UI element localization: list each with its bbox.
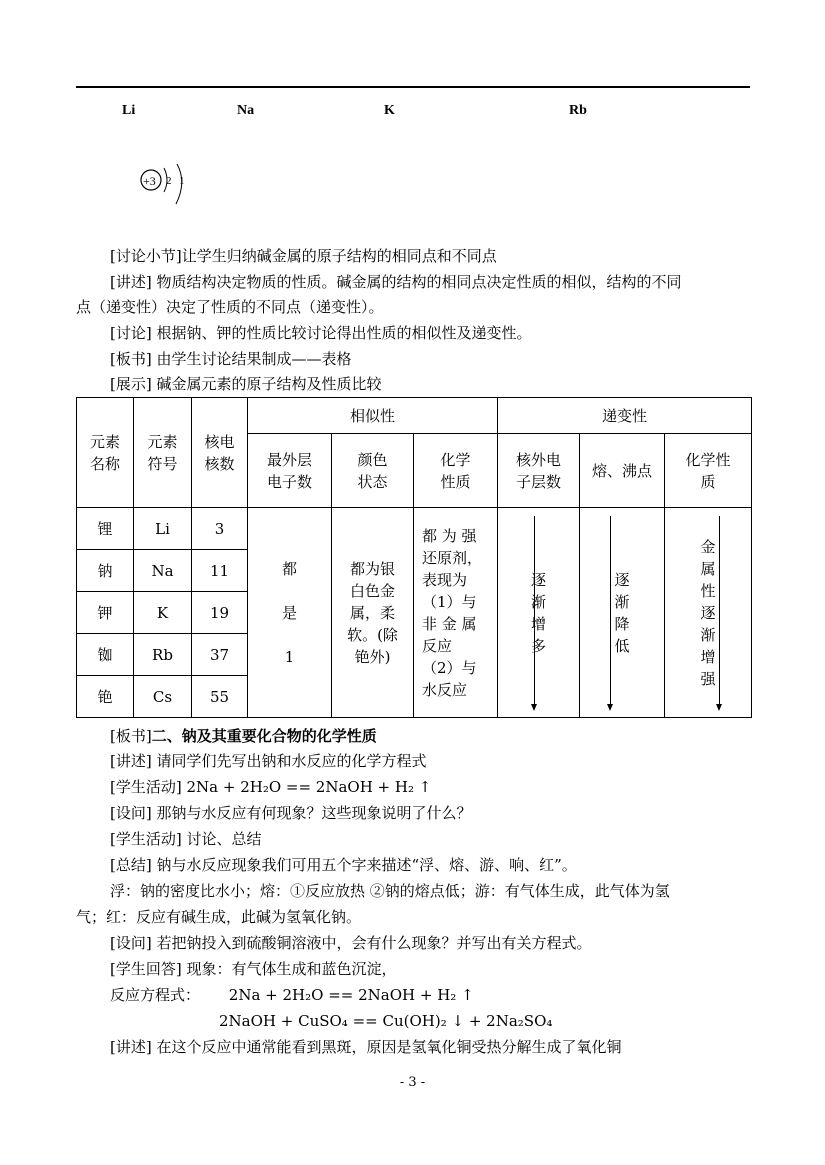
para-explanation-line1: 浮：钠的密度比水小；熔：①反应放热 ②钠的熔点低；游：有气体生成，此气体为氢 [110, 882, 670, 900]
equation-label: 反应方程式： [110, 986, 201, 1004]
blackboard-heading [110, 726, 377, 746]
header-chemical-property: 化学 性质 [414, 434, 498, 508]
para-lecture-line2: 点（递变性）决定了性质的不同点（递变性）。 [76, 298, 384, 316]
header-color-state: 颜色 状态 [332, 434, 414, 508]
shell-2-count: 1 [179, 175, 185, 187]
header-trend: 递变性 [498, 398, 752, 434]
cell-symbol: K [134, 592, 192, 634]
para-blackboard: [板书] 由学生讨论结果制成——表格 [110, 350, 352, 368]
section-heading: 二、钠及其重要化合物的化学性质 [151, 727, 377, 745]
cell-electron-layers-trend: 逐 渐 增 多 [498, 508, 580, 718]
header-rule [76, 86, 750, 88]
header-melting-boiling: 熔、沸点 [580, 434, 665, 508]
cell-melting-boiling-trend: 逐 渐 降 低 [580, 508, 665, 718]
para-lecture-line1: [讲述] 物质结构决定物质的性质。碱金属的结构的相同点决定性质的相似，结构的不同 [110, 273, 682, 291]
para-student-answer: [学生回答] 现象：有气体生成和蓝色沉淀， [110, 960, 397, 978]
cell-charge: 3 [192, 508, 248, 550]
header-element-name: 元素 名称 [77, 398, 134, 508]
page-number: - 3 - [399, 1075, 426, 1090]
cell-name: 钠 [77, 550, 134, 592]
cell-name: 铯 [77, 676, 134, 718]
para-student-activity: [学生活动] 讨论、总结 [110, 830, 262, 848]
cell-charge: 55 [192, 676, 248, 718]
down-arrow-icon [534, 516, 535, 709]
blackboard-prefix: [板书] [110, 727, 152, 745]
cell-charge: 19 [192, 592, 248, 634]
para-display: [展示] 碱金属元素的原子结构及性质比较 [110, 375, 382, 393]
element-label-na: Na [237, 103, 255, 118]
header-outer-electrons: 最外层 电子数 [248, 434, 332, 508]
equation-copper-hydroxide: 2NaOH + CuSO₄ == Cu(OH)₂ ↓ + 2Na₂SO₄ [219, 1012, 553, 1030]
cell-symbol: Cs [134, 676, 192, 718]
cell-chemical-property: 都 为 强 还原剂， 表现为 （1）与 非 金 属 反应 （2）与 水反应 [414, 508, 498, 718]
header-electron-layers: 核外电 子层数 [498, 434, 580, 508]
para-explanation-line2: 气；红：反应有碱生成，此碱为氢氧化钠。 [76, 908, 362, 926]
li-atom-structure-diagram [138, 162, 198, 212]
para-reaction-equations [110, 985, 474, 1005]
cell-symbol: Rb [134, 634, 192, 676]
element-label-li: Li [122, 103, 136, 118]
para-lecture-equation: [讲述] 请同学们先写出钠和水反应的化学方程式 [110, 752, 427, 770]
para-student-activity-equation: [学生活动] 2Na + 2H₂O == 2NaOH + H₂ ↑ [110, 778, 432, 796]
cell-name: 钾 [77, 592, 134, 634]
cell-symbol: Li [134, 508, 192, 550]
para-discussion-summary: [讨论小节]让学生归纳碱金属的原子结构的相同点和不同点 [110, 247, 497, 265]
para-summary: [总结] 钠与水反应现象我们可用五个字来描述“浮、熔、游、响、红”。 [110, 856, 577, 874]
cell-name: 锂 [77, 508, 134, 550]
cell-charge: 11 [192, 550, 248, 592]
table-row [77, 508, 752, 550]
element-label-k: K [384, 103, 395, 118]
nucleus-charge: +3 [143, 174, 156, 188]
alkali-metal-comparison-table [76, 397, 752, 718]
header-chemical-property-trend: 化学性 质 [665, 434, 752, 508]
down-arrow-icon [610, 516, 611, 709]
para-question-copper-sulfate: [设问] 若把钠投入到硫酸铜溶液中，会有什么现象？并写出有关方程式。 [110, 934, 592, 952]
cell-outer-electrons: 都 是 1 [248, 508, 332, 718]
equation-sodium-water: 2Na + 2H₂O == 2NaOH + H₂ ↑ [228, 986, 474, 1004]
cell-chemical-property-trend: 金 属 性 逐 渐 增 强 [665, 508, 752, 718]
down-arrow-icon [719, 516, 720, 709]
element-label-rb: Rb [569, 103, 587, 118]
para-discussion: [讨论] 根据钠、钾的性质比较讨论得出性质的相似性及递变性。 [110, 324, 532, 342]
cell-name: 铷 [77, 634, 134, 676]
shell-1-count: 2 [166, 175, 172, 187]
cell-color-state: 都为银 白色金 属，柔 软。(除 铯外) [332, 508, 414, 718]
header-similarity: 相似性 [248, 398, 498, 434]
para-lecture-black-spots: [讲述] 在这个反应中通常能看到黑斑，原因是氢氧化铜受热分解生成了氧化铜 [110, 1038, 622, 1056]
cell-charge: 37 [192, 634, 248, 676]
para-question-phenomena: [设问] 那钠与水反应有何现象？这些现象说明了什么？ [110, 804, 472, 822]
header-element-symbol: 元素 符号 [134, 398, 192, 508]
header-nuclear-charge: 核电 核数 [192, 398, 248, 508]
cell-symbol: Na [134, 550, 192, 592]
